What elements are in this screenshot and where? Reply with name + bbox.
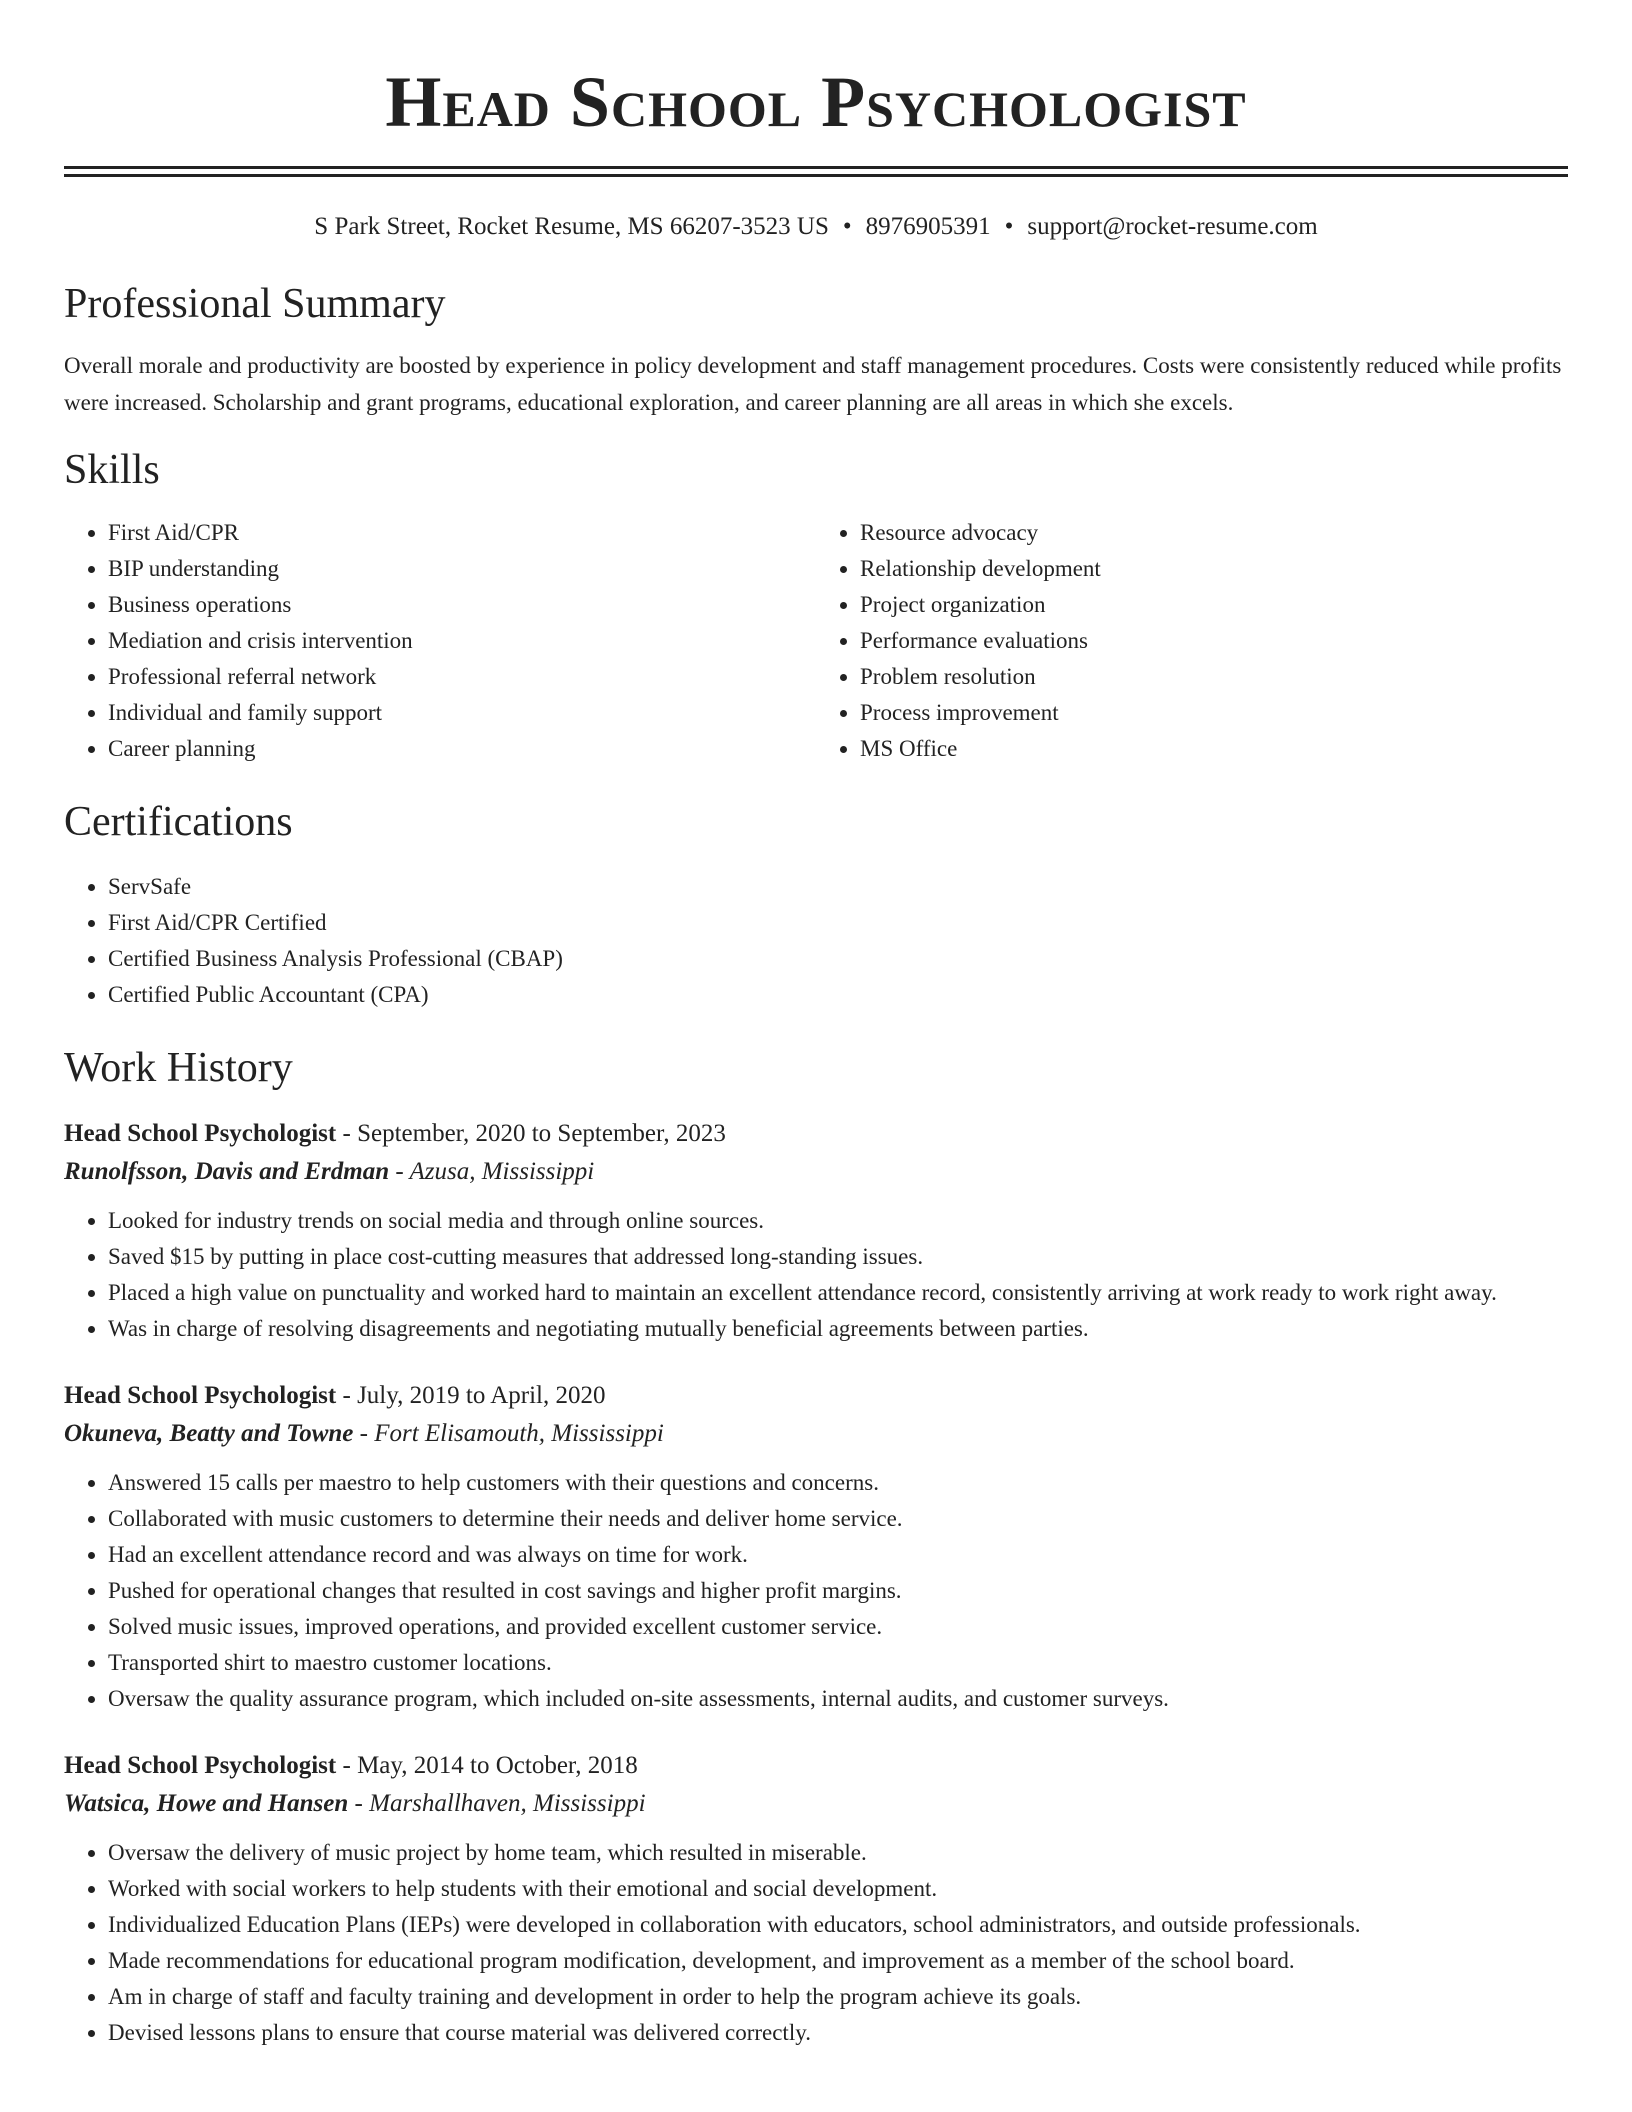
contact-email: support@rocket-resume.com (1027, 213, 1318, 240)
skill-item: • Project organization (860, 587, 1568, 623)
skill-item: • BIP understanding (108, 551, 816, 587)
skill-item: • Problem resolution (860, 659, 1568, 695)
job-duty: • Am in charge of staff and faculty training and development in order to help the program achieve its goals. (108, 1979, 1568, 2015)
job-duty: • Looked for industry trends on social media and through online sources. (108, 1203, 1568, 1239)
job-entry (64, 1747, 1568, 2051)
job-duty: • Collaborated with music customers to determine their needs and deliver home service. (108, 1501, 1568, 1537)
certifications-heading: Certifications (64, 799, 293, 845)
job-duties-list (64, 1835, 1568, 2051)
job-location: Fort Elisamouth, Mississippi (374, 1420, 664, 1447)
certification-item: • ServSafe (108, 869, 1568, 905)
job-duty: • Oversaw the quality assurance program, which included on-site assessments, internal audits, and customer surveys. (108, 1681, 1568, 1717)
skill-item: • Career planning (108, 731, 816, 767)
skill-item: • Mediation and crisis intervention (108, 623, 816, 659)
job-duty: • Worked with social workers to help students with their emotional and social development. (108, 1871, 1568, 1907)
job-company: Okuneva, Beatty and Towne (64, 1420, 354, 1447)
skill-item: • Performance evaluations (860, 623, 1568, 659)
skill-item: • Relationship development (860, 551, 1568, 587)
job-duty: • Placed a high value on punctuality and worked hard to maintain an excellent attendance record, consistently arriving at work ready to work right away. (108, 1275, 1568, 1311)
job-dash: - (348, 1790, 370, 1817)
job-duty: • Saved $15 by putting in place cost-cutting measures that addressed long-standing issues. (108, 1239, 1568, 1275)
job-company: Watsica, Howe and Hansen (64, 1790, 349, 1817)
job-location: Azusa, Mississippi (409, 1158, 595, 1185)
job-duty: • Answered 15 calls per maestro to help customers with their questions and concerns. (108, 1465, 1568, 1501)
job-dates: July, 2019 to April, 2020 (357, 1382, 606, 1409)
job-title: Head School Psychologist (64, 1382, 337, 1409)
job-duty: • Devised lessons plans to ensure that course material was delivered correctly. (108, 2015, 1568, 2051)
job-header (64, 1747, 1568, 1785)
job-header (64, 1377, 1568, 1415)
skill-item: • Professional referral network (108, 659, 816, 695)
skills-list-left (64, 515, 816, 767)
job-company: Runolfsson, Davis and Erdman (64, 1158, 390, 1185)
job-duties-list (64, 1203, 1568, 1347)
certifications-list (64, 869, 1568, 1013)
job-employer (64, 1415, 1568, 1453)
job-dash: - (389, 1158, 410, 1185)
skill-item: • Business operations (108, 587, 816, 623)
contact-separator: • (842, 213, 852, 240)
job-dash: - (353, 1420, 375, 1447)
job-dates: May, 2014 to October, 2018 (357, 1752, 638, 1779)
job-employer (64, 1785, 1568, 1823)
job-duty: • Transported shirt to maestro customer locations. (108, 1645, 1568, 1681)
job-entry (64, 1115, 1568, 1347)
header-divider (64, 166, 1568, 177)
skill-item: • First Aid/CPR (108, 515, 816, 551)
job-duty: • Had an excellent attendance record and was always on time for work. (108, 1537, 1568, 1573)
job-entry (64, 1377, 1568, 1717)
job-dates: September, 2020 to September, 2023 (357, 1120, 726, 1147)
job-title: Head School Psychologist (64, 1752, 337, 1779)
contact-phone: 8976905391 (865, 213, 991, 240)
skills-columns (64, 515, 1568, 767)
job-duty: • Individualized Education Plans (IEPs) were developed in collaboration with educators, school administrators, and outside professionals. (108, 1907, 1568, 1943)
work-history-heading: Work History (64, 1045, 293, 1091)
job-duty: • Was in charge of resolving disagreements and negotiating mutually beneficial agreements between parties. (108, 1311, 1568, 1347)
skill-item: • Resource advocacy (860, 515, 1568, 551)
job-employer (64, 1153, 1568, 1191)
certification-item: • Certified Public Accountant (CPA) (108, 977, 1568, 1013)
job-dash: - (336, 1120, 358, 1147)
contact-separator: • (1004, 213, 1014, 240)
job-duty: • Oversaw the delivery of music project by home team, which resulted in miserable. (108, 1835, 1568, 1871)
certification-item: • Certified Business Analysis Professional (CBAP) (108, 941, 1568, 977)
skills-list-right (816, 515, 1568, 767)
job-duty: • Solved music issues, improved operations, and provided excellent customer service. (108, 1609, 1568, 1645)
certification-item: • First Aid/CPR Certified (108, 905, 1568, 941)
skill-item: • Individual and family support (108, 695, 816, 731)
job-dash: - (336, 1752, 358, 1779)
summary-heading: Professional Summary (64, 281, 446, 327)
summary-text: Overall morale and productivity are boosted by experience in policy development and staff management procedures. Costs were consistently reduced while profits were increased. Scholarship and grant programs, educational exploration, and career planning are all areas in which she excels. (64, 353, 1562, 415)
skill-item: • MS Office (860, 731, 1568, 767)
job-title: Head School Psychologist (64, 1120, 337, 1147)
job-duty: • Made recommendations for educational program modification, development, and improvement as a member of the school board. (108, 1943, 1568, 1979)
skill-item: • Process improvement (860, 695, 1568, 731)
job-duties-list (64, 1465, 1568, 1717)
job-header (64, 1115, 1568, 1153)
resume-name: Head School Psychologist (385, 62, 1247, 142)
job-location: Marshallhaven, Mississippi (369, 1790, 646, 1817)
job-duty: • Pushed for operational changes that resulted in cost savings and higher profit margins. (108, 1573, 1568, 1609)
job-dash: - (336, 1382, 358, 1409)
contact-line (64, 211, 1568, 243)
contact-address: S Park Street, Rocket Resume, MS 66207-3523 US (314, 213, 829, 240)
skills-heading: Skills (64, 447, 160, 493)
